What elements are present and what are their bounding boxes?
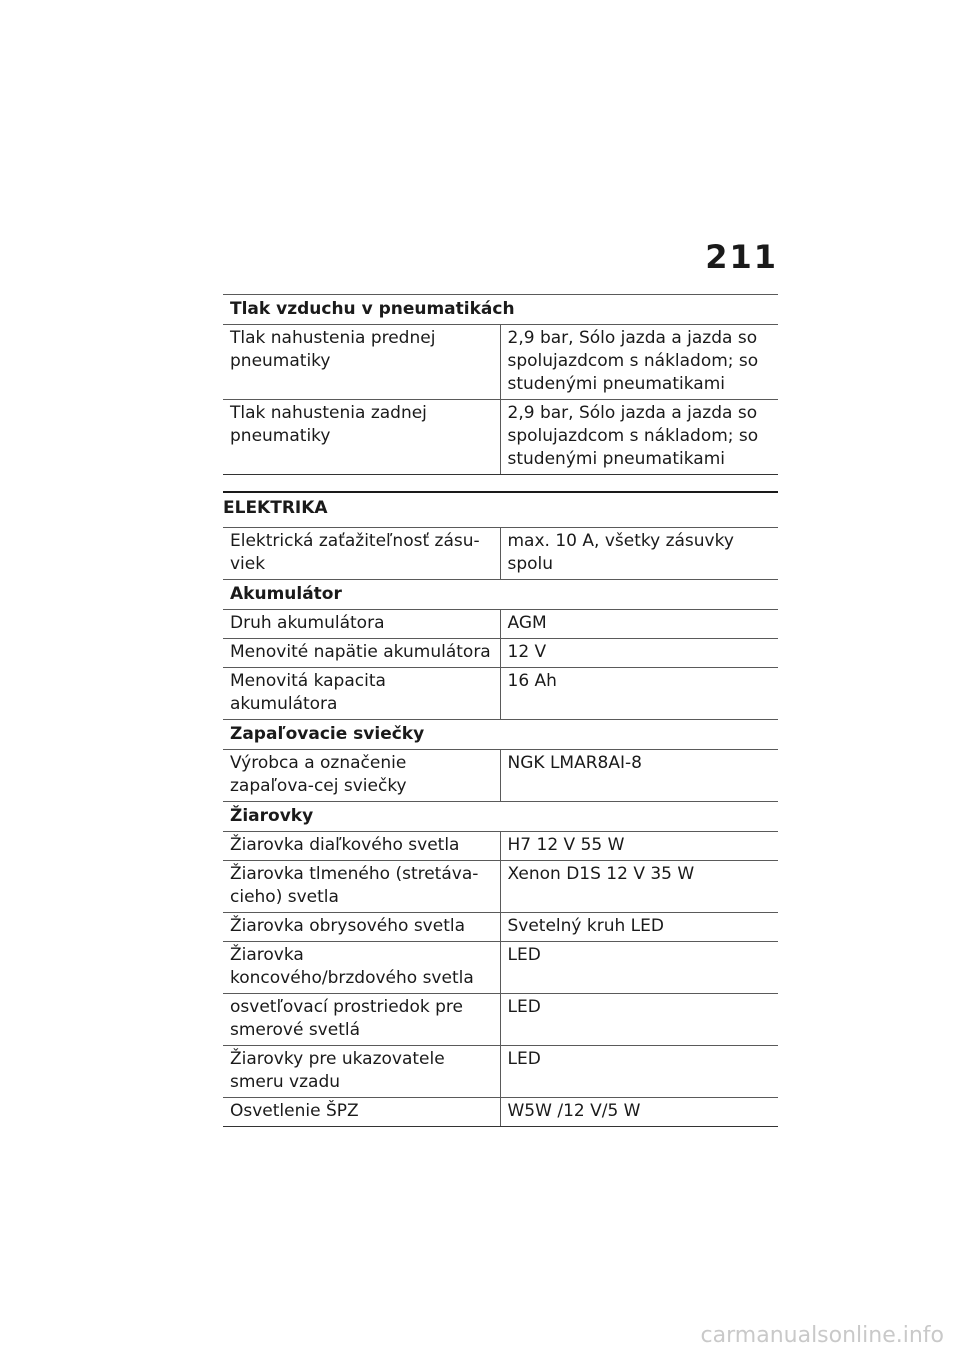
spec-sheet: [223, 294, 778, 1127]
spec-label: Žiarovka tlmeného (stretáva-cieho) svetla: [223, 861, 500, 913]
table-row: [223, 528, 778, 580]
spec-label: Tlak nahustenia prednej pneumatiky: [223, 325, 500, 400]
table-heading-row: [223, 802, 778, 832]
table-row: [223, 639, 778, 668]
table-row: [223, 1046, 778, 1098]
spec-value: LED: [500, 942, 778, 994]
watermark: carmanualsonline.info: [700, 1323, 944, 1348]
spec-value: H7 12 V 55 W: [500, 832, 778, 861]
spec-value: 16 Ah: [500, 668, 778, 720]
spec-label: Osvetlenie ŠPZ: [223, 1098, 500, 1127]
table-row: [223, 913, 778, 942]
table-row: [223, 942, 778, 994]
spec-label: Žiarovka obrysového svetla: [223, 913, 500, 942]
tire-pressure-table: [223, 294, 778, 475]
spec-value: Xenon D1S 12 V 35 W: [500, 861, 778, 913]
page-number: 211: [705, 238, 778, 276]
section-title-electrics: ELEKTRIKA: [223, 491, 778, 527]
electrics-table: [223, 527, 778, 1127]
spec-value: LED: [500, 994, 778, 1046]
table-row: [223, 668, 778, 720]
spec-value: 2,9 bar, Sólo jazda a jazda so spolujazdcom s nákladom; so studenými pneumatikami: [500, 325, 778, 400]
table-row: [223, 832, 778, 861]
spec-label: Menovité napätie akumulátora: [223, 639, 500, 668]
spec-value: 12 V: [500, 639, 778, 668]
spec-value: W5W /12 V/5 W: [500, 1098, 778, 1127]
spec-label: Menovitá kapacita akumulátora: [223, 668, 500, 720]
spec-value: AGM: [500, 610, 778, 639]
tire-pressure-title: Tlak vzduchu v pneumatikách: [223, 295, 778, 325]
spec-value: Svetelný kruh LED: [500, 913, 778, 942]
table-row: [223, 325, 778, 400]
table-row: [223, 400, 778, 475]
table-row: [223, 1098, 778, 1127]
table-row: [223, 994, 778, 1046]
bulbs-title: Žiarovky: [223, 802, 778, 832]
table-row: [223, 610, 778, 639]
spark-plugs-title: Zapaľovacie sviečky: [223, 720, 778, 750]
spec-value: 2,9 bar, Sólo jazda a jazda so spolujazdcom s nákladom; so studenými pneumatikami: [500, 400, 778, 475]
battery-title: Akumulátor: [223, 580, 778, 610]
table-heading-row: [223, 295, 778, 325]
spec-label: Žiarovka koncového/brzdového svetla: [223, 942, 500, 994]
spec-value: NGK LMAR8AI-8: [500, 750, 778, 802]
spec-label: Výrobca a označenie zapaľova-cej sviečky: [223, 750, 500, 802]
spec-label: Tlak nahustenia zadnej pneumatiky: [223, 400, 500, 475]
spec-value: LED: [500, 1046, 778, 1098]
spec-label: Druh akumulátora: [223, 610, 500, 639]
spec-label: Žiarovka diaľkového svetla: [223, 832, 500, 861]
spec-label: Žiarovky pre ukazovatele smeru vzadu: [223, 1046, 500, 1098]
spec-label: Elektrická zaťažiteľnosť zásu-viek: [223, 528, 500, 580]
spec-label: osvetľovací prostriedok pre smerové svetlá: [223, 994, 500, 1046]
spec-value: max. 10 A, všetky zásuvky spolu: [500, 528, 778, 580]
table-heading-row: [223, 580, 778, 610]
table-row: [223, 750, 778, 802]
table-heading-row: [223, 720, 778, 750]
table-row: [223, 861, 778, 913]
